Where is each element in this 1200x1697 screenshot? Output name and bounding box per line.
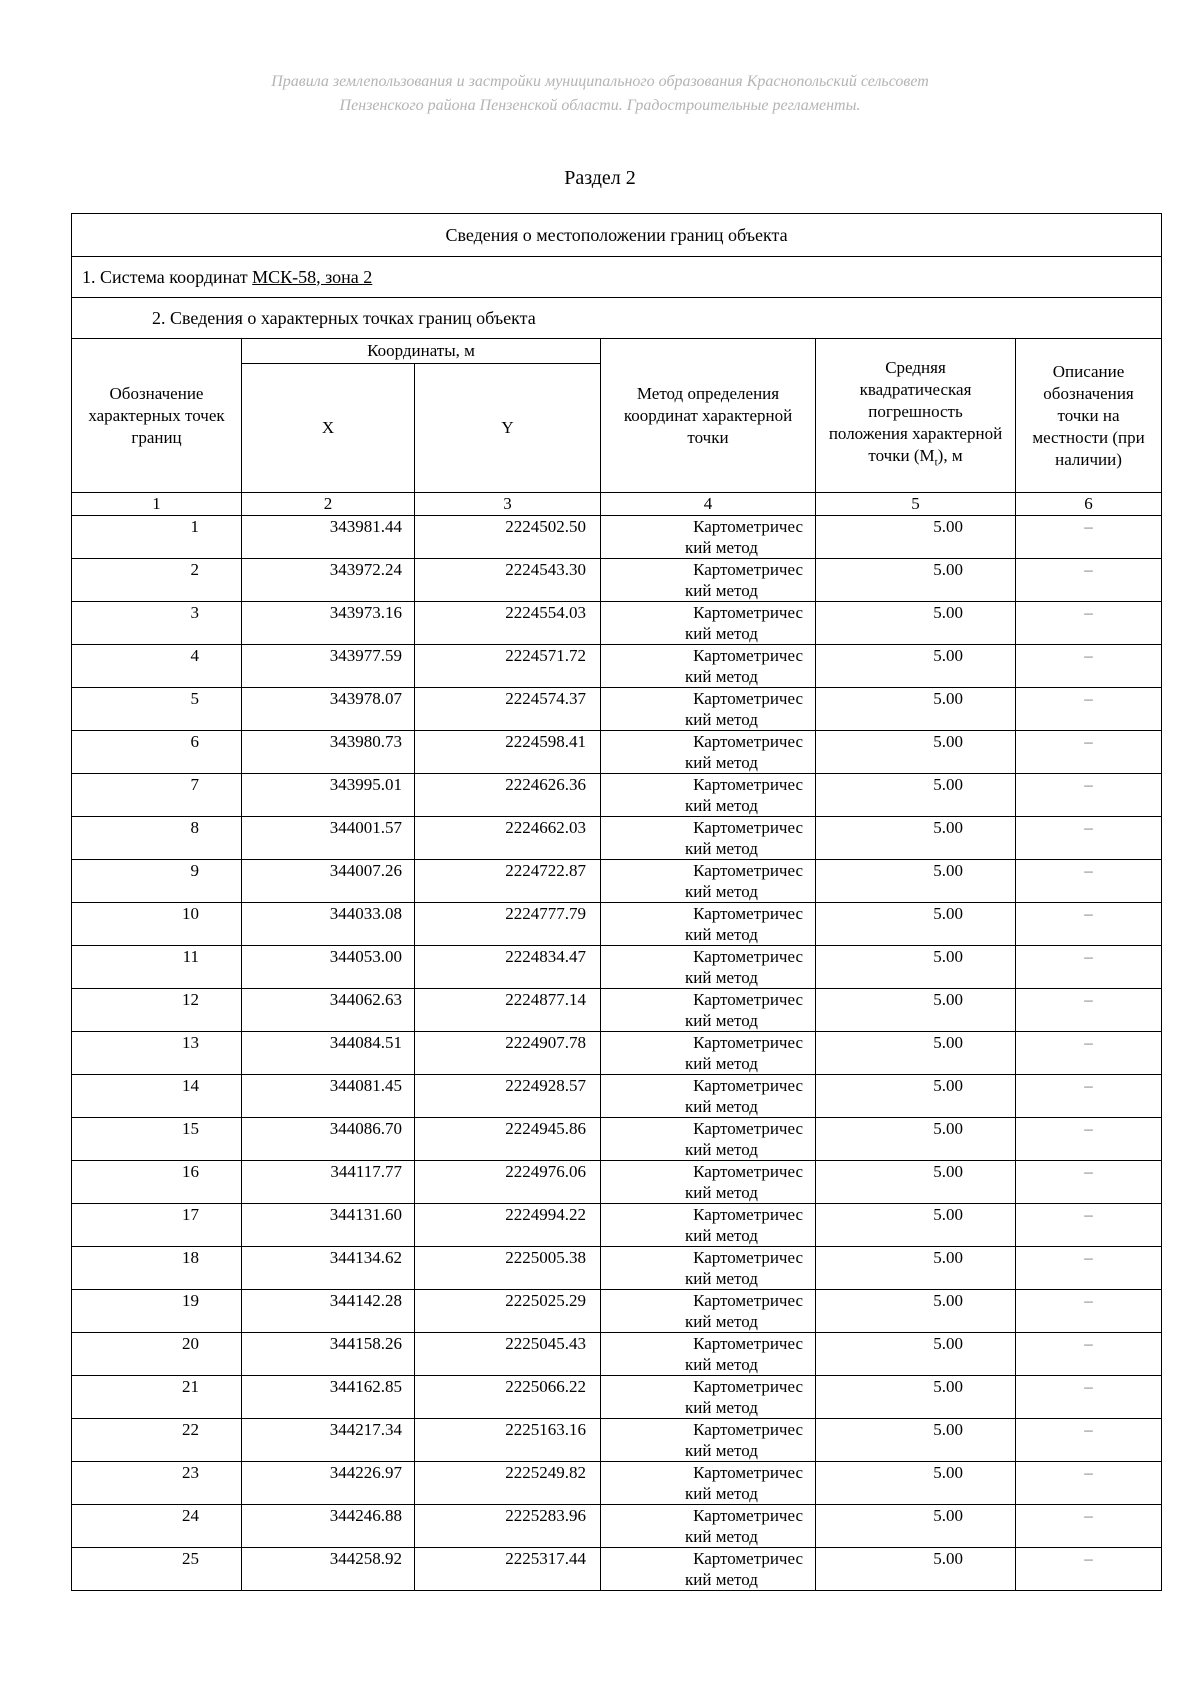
page-header bbox=[0, 70, 1200, 118]
table-row bbox=[72, 1548, 1162, 1591]
method-line-2: кий метод bbox=[685, 1054, 758, 1073]
coord-x: 343972.24 bbox=[242, 559, 415, 602]
method-cell bbox=[601, 774, 816, 817]
method-line-2: кий метод bbox=[685, 796, 758, 815]
header-accuracy-sub: t bbox=[934, 456, 938, 469]
header-description bbox=[1016, 339, 1162, 493]
accuracy-value: 5.00 bbox=[816, 1548, 1016, 1591]
description-value: – bbox=[1016, 989, 1162, 1032]
method-line-2: кий метод bbox=[685, 667, 758, 686]
coord-x: 343980.73 bbox=[242, 731, 415, 774]
table-row bbox=[72, 946, 1162, 989]
accuracy-value: 5.00 bbox=[816, 731, 1016, 774]
method-line-2: кий метод bbox=[685, 882, 758, 901]
coord-x: 344062.63 bbox=[242, 989, 415, 1032]
method-line-2: кий метод bbox=[685, 1226, 758, 1245]
point-number: 11 bbox=[72, 946, 242, 989]
header-accuracy bbox=[816, 339, 1016, 493]
table-row bbox=[72, 903, 1162, 946]
column-numbers-row bbox=[72, 493, 1162, 516]
method-line-1: Картометричес bbox=[693, 689, 803, 708]
point-number: 6 bbox=[72, 731, 242, 774]
coord-y: 2224777.79 bbox=[415, 903, 601, 946]
method-line-1: Картометричес bbox=[693, 1377, 803, 1396]
method-cell bbox=[601, 1161, 816, 1204]
table-row bbox=[72, 989, 1162, 1032]
coord-y: 2224662.03 bbox=[415, 817, 601, 860]
method-cell bbox=[601, 1075, 816, 1118]
coord-x: 344246.88 bbox=[242, 1505, 415, 1548]
accuracy-value: 5.00 bbox=[816, 1032, 1016, 1075]
header-x: X bbox=[242, 364, 415, 493]
method-cell bbox=[601, 688, 816, 731]
method-cell bbox=[601, 602, 816, 645]
method-line-1: Картометричес bbox=[693, 1420, 803, 1439]
table-row bbox=[72, 1118, 1162, 1161]
coord-x: 344158.26 bbox=[242, 1333, 415, 1376]
section-title: Раздел 2 bbox=[564, 167, 636, 189]
coord-y: 2224722.87 bbox=[415, 860, 601, 903]
method-cell bbox=[601, 1419, 816, 1462]
coord-y: 2224928.57 bbox=[415, 1075, 601, 1118]
accuracy-value: 5.00 bbox=[816, 1290, 1016, 1333]
coord-x: 344217.34 bbox=[242, 1419, 415, 1462]
coord-y: 2225025.29 bbox=[415, 1290, 601, 1333]
description-value: – bbox=[1016, 1419, 1162, 1462]
description-value: – bbox=[1016, 602, 1162, 645]
method-cell bbox=[601, 1505, 816, 1548]
method-line-1: Картометричес bbox=[693, 1205, 803, 1224]
table-row bbox=[72, 602, 1162, 645]
method-cell bbox=[601, 1333, 816, 1376]
method-line-1: Картометричес bbox=[693, 904, 803, 923]
method-line-2: кий метод bbox=[685, 1011, 758, 1030]
description-value: – bbox=[1016, 903, 1162, 946]
description-value: – bbox=[1016, 1462, 1162, 1505]
point-number: 20 bbox=[72, 1333, 242, 1376]
accuracy-value: 5.00 bbox=[816, 903, 1016, 946]
method-line-1: Картометричес bbox=[693, 560, 803, 579]
coord-system-label: 1. Система координат bbox=[82, 266, 253, 287]
point-number: 25 bbox=[72, 1548, 242, 1591]
point-number: 12 bbox=[72, 989, 242, 1032]
method-cell bbox=[601, 1462, 816, 1505]
accuracy-value: 5.00 bbox=[816, 559, 1016, 602]
coord-x: 344007.26 bbox=[242, 860, 415, 903]
point-number: 5 bbox=[72, 688, 242, 731]
coord-y: 2224834.47 bbox=[415, 946, 601, 989]
accuracy-value: 5.00 bbox=[816, 1161, 1016, 1204]
method-line-2: кий метод bbox=[685, 1269, 758, 1288]
method-line-2: кий метод bbox=[685, 1183, 758, 1202]
header-designation-text: Обозначение характерных точек границ bbox=[88, 383, 225, 447]
coord-y: 2224976.06 bbox=[415, 1161, 601, 1204]
accuracy-value: 5.00 bbox=[816, 1333, 1016, 1376]
method-cell bbox=[601, 516, 816, 559]
coord-y: 2225317.44 bbox=[415, 1548, 601, 1591]
method-line-1: Картометричес bbox=[693, 1248, 803, 1267]
point-number: 19 bbox=[72, 1290, 242, 1333]
method-cell bbox=[601, 731, 816, 774]
coord-y: 2224945.86 bbox=[415, 1118, 601, 1161]
coord-x: 343981.44 bbox=[242, 516, 415, 559]
header-designation bbox=[72, 339, 242, 493]
table-row bbox=[72, 1075, 1162, 1118]
table-row bbox=[72, 731, 1162, 774]
point-number: 21 bbox=[72, 1376, 242, 1419]
point-number: 9 bbox=[72, 860, 242, 903]
method-line-2: кий метод bbox=[685, 1355, 758, 1374]
description-value: – bbox=[1016, 1204, 1162, 1247]
method-line-2: кий метод bbox=[685, 1441, 758, 1460]
method-line-1: Картометричес bbox=[693, 990, 803, 1009]
coord-x: 344081.45 bbox=[242, 1075, 415, 1118]
accuracy-value: 5.00 bbox=[816, 817, 1016, 860]
coord-y: 2224502.50 bbox=[415, 516, 601, 559]
column-number: 4 bbox=[601, 493, 816, 516]
coord-y: 2225066.22 bbox=[415, 1376, 601, 1419]
description-value: – bbox=[1016, 817, 1162, 860]
description-value: – bbox=[1016, 645, 1162, 688]
method-line-2: кий метод bbox=[685, 538, 758, 557]
header-line-1: Правила землепользования и застройки муниципального образования Краснопольский сельсовет bbox=[271, 73, 929, 90]
coord-y: 2225283.96 bbox=[415, 1505, 601, 1548]
description-value: – bbox=[1016, 1247, 1162, 1290]
accuracy-value: 5.00 bbox=[816, 516, 1016, 559]
method-cell bbox=[601, 1032, 816, 1075]
accuracy-value: 5.00 bbox=[816, 645, 1016, 688]
header-y: Y bbox=[415, 364, 601, 493]
description-value: – bbox=[1016, 1548, 1162, 1591]
coord-x: 344117.77 bbox=[242, 1161, 415, 1204]
header-accuracy-text bbox=[816, 357, 1015, 473]
accuracy-value: 5.00 bbox=[816, 1118, 1016, 1161]
description-value: – bbox=[1016, 559, 1162, 602]
accuracy-value: 5.00 bbox=[816, 989, 1016, 1032]
method-line-1: Картометричес bbox=[693, 818, 803, 837]
method-line-1: Картометричес bbox=[693, 775, 803, 794]
accuracy-value: 5.00 bbox=[816, 860, 1016, 903]
accuracy-value: 5.00 bbox=[816, 1376, 1016, 1419]
accuracy-value: 5.00 bbox=[816, 1204, 1016, 1247]
description-value: – bbox=[1016, 1075, 1162, 1118]
point-number: 1 bbox=[72, 516, 242, 559]
boundary-points-table bbox=[71, 213, 1162, 1591]
point-number: 10 bbox=[72, 903, 242, 946]
coord-x: 343995.01 bbox=[242, 774, 415, 817]
coord-x: 344086.70 bbox=[242, 1118, 415, 1161]
description-value: – bbox=[1016, 1118, 1162, 1161]
coord-x: 343973.16 bbox=[242, 602, 415, 645]
method-line-2: кий метод bbox=[685, 1097, 758, 1116]
description-value: – bbox=[1016, 688, 1162, 731]
method-cell bbox=[601, 817, 816, 860]
method-line-1: Картометричес bbox=[693, 1291, 803, 1310]
coord-system-value: МСК-58, зона 2 bbox=[252, 266, 373, 287]
coord-x: 343977.59 bbox=[242, 645, 415, 688]
method-cell bbox=[601, 1247, 816, 1290]
point-number: 2 bbox=[72, 559, 242, 602]
point-number: 7 bbox=[72, 774, 242, 817]
coord-x: 344131.60 bbox=[242, 1204, 415, 1247]
coord-x: 344142.28 bbox=[242, 1290, 415, 1333]
method-line-2: кий метод bbox=[685, 710, 758, 729]
table-row bbox=[72, 1462, 1162, 1505]
method-cell bbox=[601, 989, 816, 1032]
point-number: 3 bbox=[72, 602, 242, 645]
points-title: 2. Сведения о характерных точках границ объекта bbox=[72, 298, 1162, 339]
method-line-1: Картометричес bbox=[693, 1033, 803, 1052]
method-cell bbox=[601, 1376, 816, 1419]
header-method bbox=[601, 339, 816, 493]
method-line-1: Картометричес bbox=[693, 1334, 803, 1353]
column-number: 2 bbox=[242, 493, 415, 516]
coord-y: 2225005.38 bbox=[415, 1247, 601, 1290]
coord-x: 344001.57 bbox=[242, 817, 415, 860]
header-accuracy-main: Средняя квадратическая погрешность положения характерной точки (M bbox=[828, 358, 1003, 466]
table-row bbox=[72, 645, 1162, 688]
coord-y: 2225045.43 bbox=[415, 1333, 601, 1376]
method-line-1: Картометричес bbox=[693, 603, 803, 622]
method-cell bbox=[601, 946, 816, 989]
point-number: 15 bbox=[72, 1118, 242, 1161]
method-cell bbox=[601, 1204, 816, 1247]
point-number: 16 bbox=[72, 1161, 242, 1204]
method-line-2: кий метод bbox=[685, 1484, 758, 1503]
description-value: – bbox=[1016, 1290, 1162, 1333]
point-number: 24 bbox=[72, 1505, 242, 1548]
coord-y: 2224571.72 bbox=[415, 645, 601, 688]
method-line-1: Картометричес bbox=[693, 646, 803, 665]
method-cell bbox=[601, 1548, 816, 1591]
header-method-text: Метод определения координат характерной точки bbox=[623, 383, 793, 447]
table-row bbox=[72, 516, 1162, 559]
accuracy-value: 5.00 bbox=[816, 1505, 1016, 1548]
table-row bbox=[72, 1161, 1162, 1204]
table-row bbox=[72, 860, 1162, 903]
description-value: – bbox=[1016, 731, 1162, 774]
method-line-1: Картометричес bbox=[693, 1162, 803, 1181]
accuracy-value: 5.00 bbox=[816, 1419, 1016, 1462]
method-line-2: кий метод bbox=[685, 1140, 758, 1159]
table-row bbox=[72, 1204, 1162, 1247]
table-row bbox=[72, 688, 1162, 731]
point-number: 23 bbox=[72, 1462, 242, 1505]
method-line-1: Картометричес bbox=[693, 732, 803, 751]
method-line-1: Картометричес bbox=[693, 1076, 803, 1095]
column-number: 1 bbox=[72, 493, 242, 516]
method-line-2: кий метод bbox=[685, 624, 758, 643]
coord-x: 343978.07 bbox=[242, 688, 415, 731]
accuracy-value: 5.00 bbox=[816, 1075, 1016, 1118]
column-number: 6 bbox=[1016, 493, 1162, 516]
method-line-1: Картометричес bbox=[693, 1549, 803, 1568]
coord-y: 2224994.22 bbox=[415, 1204, 601, 1247]
coord-y: 2224554.03 bbox=[415, 602, 601, 645]
accuracy-value: 5.00 bbox=[816, 946, 1016, 989]
coord-y: 2224574.37 bbox=[415, 688, 601, 731]
method-line-1: Картометричес bbox=[693, 947, 803, 966]
coord-y: 2224907.78 bbox=[415, 1032, 601, 1075]
point-number: 17 bbox=[72, 1204, 242, 1247]
method-line-1: Картометричес bbox=[693, 517, 803, 536]
coord-y: 2225249.82 bbox=[415, 1462, 601, 1505]
method-line-2: кий метод bbox=[685, 839, 758, 858]
accuracy-value: 5.00 bbox=[816, 602, 1016, 645]
description-value: – bbox=[1016, 774, 1162, 817]
header-accuracy-tail: ), м bbox=[937, 446, 963, 466]
point-number: 22 bbox=[72, 1419, 242, 1462]
point-number: 8 bbox=[72, 817, 242, 860]
column-number: 3 bbox=[415, 493, 601, 516]
method-line-1: Картометричес bbox=[693, 1463, 803, 1482]
method-line-2: кий метод bbox=[685, 1398, 758, 1417]
coord-x: 344258.92 bbox=[242, 1548, 415, 1591]
table-row bbox=[72, 1419, 1162, 1462]
coord-x: 344162.85 bbox=[242, 1376, 415, 1419]
header-line-2: Пензенского района Пензенской области. Градостроительные регламенты. bbox=[339, 97, 861, 114]
description-value: – bbox=[1016, 1505, 1162, 1548]
method-cell bbox=[601, 903, 816, 946]
table-row bbox=[72, 1247, 1162, 1290]
coord-y: 2224598.41 bbox=[415, 731, 601, 774]
method-cell bbox=[601, 1118, 816, 1161]
coord-y: 2225163.16 bbox=[415, 1419, 601, 1462]
point-number: 18 bbox=[72, 1247, 242, 1290]
method-cell bbox=[601, 645, 816, 688]
coord-y: 2224877.14 bbox=[415, 989, 601, 1032]
accuracy-value: 5.00 bbox=[816, 1462, 1016, 1505]
accuracy-value: 5.00 bbox=[816, 1247, 1016, 1290]
method-line-1: Картометричес bbox=[693, 861, 803, 880]
method-line-2: кий метод bbox=[685, 581, 758, 600]
coord-x: 344084.51 bbox=[242, 1032, 415, 1075]
description-value: – bbox=[1016, 1032, 1162, 1075]
method-cell bbox=[601, 559, 816, 602]
table-row bbox=[72, 774, 1162, 817]
coord-y: 2224543.30 bbox=[415, 559, 601, 602]
method-cell bbox=[601, 860, 816, 903]
method-line-1: Картометричес bbox=[693, 1506, 803, 1525]
table-row bbox=[72, 1032, 1162, 1075]
coord-x: 344033.08 bbox=[242, 903, 415, 946]
description-value: – bbox=[1016, 860, 1162, 903]
table-row bbox=[72, 1333, 1162, 1376]
table-row bbox=[72, 1376, 1162, 1419]
method-line-2: кий метод bbox=[685, 1570, 758, 1589]
accuracy-value: 5.00 bbox=[816, 688, 1016, 731]
method-line-2: кий метод bbox=[685, 925, 758, 944]
description-value: – bbox=[1016, 516, 1162, 559]
table-row bbox=[72, 817, 1162, 860]
table-row bbox=[72, 1290, 1162, 1333]
description-value: – bbox=[1016, 946, 1162, 989]
method-line-2: кий метод bbox=[685, 1312, 758, 1331]
header-coordinates: Координаты, м bbox=[242, 339, 601, 364]
method-cell bbox=[601, 1290, 816, 1333]
description-value: – bbox=[1016, 1376, 1162, 1419]
table-row bbox=[72, 559, 1162, 602]
method-line-1: Картометричес bbox=[693, 1119, 803, 1138]
coord-x: 344226.97 bbox=[242, 1462, 415, 1505]
point-number: 13 bbox=[72, 1032, 242, 1075]
table-title: Сведения о местоположении границ объекта bbox=[72, 214, 1162, 257]
coord-system-row bbox=[72, 257, 1162, 298]
column-number: 5 bbox=[816, 493, 1016, 516]
description-value: – bbox=[1016, 1333, 1162, 1376]
description-value: – bbox=[1016, 1161, 1162, 1204]
coord-x: 344134.62 bbox=[242, 1247, 415, 1290]
accuracy-value: 5.00 bbox=[816, 774, 1016, 817]
method-line-2: кий метод bbox=[685, 753, 758, 772]
coord-x: 344053.00 bbox=[242, 946, 415, 989]
header-description-text: Описание обозначения точки на местности (при наличии) bbox=[1032, 361, 1145, 469]
coord-y: 2224626.36 bbox=[415, 774, 601, 817]
method-line-2: кий метод bbox=[685, 1527, 758, 1546]
point-number: 4 bbox=[72, 645, 242, 688]
point-number: 14 bbox=[72, 1075, 242, 1118]
table-row bbox=[72, 1505, 1162, 1548]
method-line-2: кий метод bbox=[685, 968, 758, 987]
